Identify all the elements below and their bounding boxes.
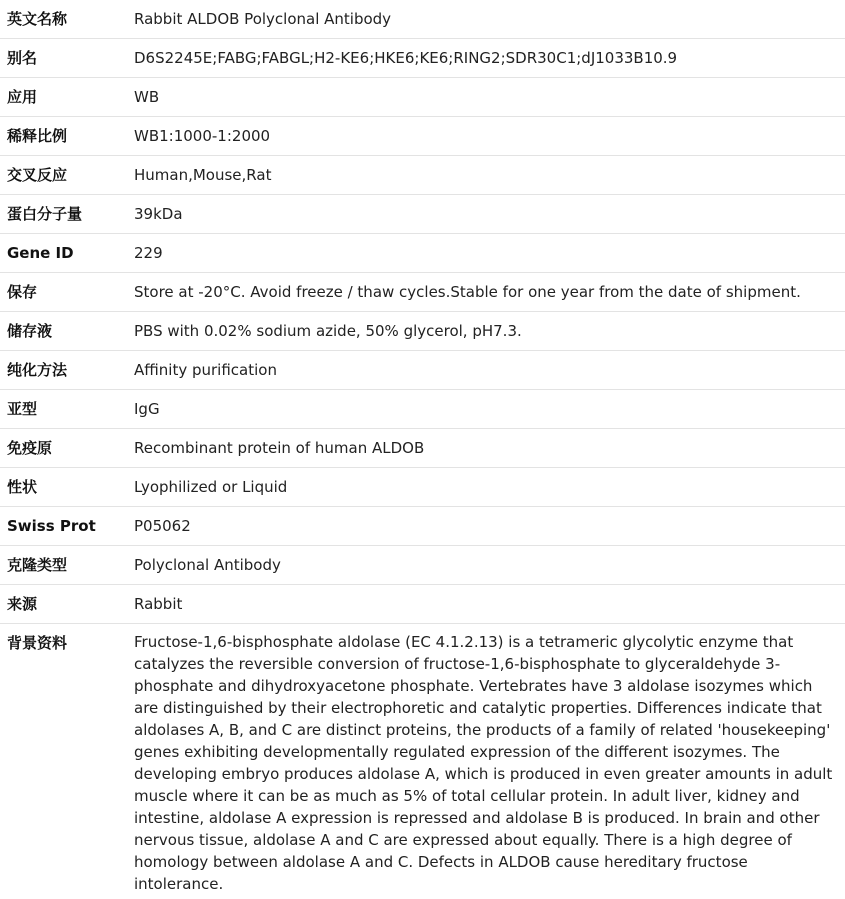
row-label: 保存 [0, 273, 127, 312]
row-value: D6S2245E;FABG;FABGL;H2-KE6;HKE6;KE6;RING2;SDR30C1;dJ1033B10.9 [127, 39, 845, 78]
row-value: WB [127, 78, 845, 117]
row-label: 克隆类型 [0, 546, 127, 585]
row-value: P05062 [127, 507, 845, 546]
row-label: 蛋白分子量 [0, 195, 127, 234]
row-label: 英文名称 [0, 0, 127, 39]
row-storage-buffer [0, 312, 845, 351]
row-value: 229 [127, 234, 845, 273]
row-host [0, 585, 845, 624]
row-gene-id [0, 234, 845, 273]
row-value: Rabbit [127, 585, 845, 624]
row-label: 免疫原 [0, 429, 127, 468]
row-purification [0, 351, 845, 390]
row-isotype [0, 390, 845, 429]
row-cross-reactivity [0, 156, 845, 195]
row-label: 背景资料 [0, 624, 127, 899]
row-dilution [0, 117, 845, 156]
row-value: Rabbit ALDOB Polyclonal Antibody [127, 0, 845, 39]
row-label: 稀释比例 [0, 117, 127, 156]
row-aliases [0, 39, 845, 78]
row-molecular-weight [0, 195, 845, 234]
row-label: 来源 [0, 585, 127, 624]
row-application [0, 78, 845, 117]
row-label: 应用 [0, 78, 127, 117]
row-value: IgG [127, 390, 845, 429]
row-value: Recombinant protein of human ALDOB [127, 429, 845, 468]
row-english-name [0, 0, 845, 39]
row-label: Swiss Prot [0, 507, 127, 546]
row-value: 39kDa [127, 195, 845, 234]
row-immunogen [0, 429, 845, 468]
row-label: 纯化方法 [0, 351, 127, 390]
row-background [0, 624, 845, 899]
row-value: Fructose-1,6-bisphosphate aldolase (EC 4.1.2.13) is a tetrameric glycolytic enzyme that catalyzes the reversible conversion of fructose-1,6-bisphosphate to glyceraldehyde 3-phosphate and dihydroxyacetone phosphate. Vertebrates have 3 aldolase isozymes which are distinguished by their electrophoretic and catalytic properties. Differences indicate that aldolases A, B, and C are distinct proteins, the products of a family of related 'housekeeping' genes exhibiting developmentally regulated expression of the different isozymes. The developing embryo produces aldolase A, which is produced in even greater amounts in adult muscle where it can be as much as 5% of total cellular protein. In adult liver, kidney and intestine, aldolase A expression is repressed and aldolase B is produced. In brain and other nervous tissue, aldolase A and C are expressed about equally. There is a high degree of homology between aldolase A and C. Defects in ALDOB cause hereditary fructose intolerance. [127, 624, 845, 899]
row-label: 储存液 [0, 312, 127, 351]
row-swiss-prot [0, 507, 845, 546]
row-value: PBS with 0.02% sodium azide, 50% glycerol, pH7.3. [127, 312, 845, 351]
row-clonality [0, 546, 845, 585]
row-value: Polyclonal Antibody [127, 546, 845, 585]
row-label: 别名 [0, 39, 127, 78]
row-storage [0, 273, 845, 312]
row-label: Gene ID [0, 234, 127, 273]
row-value: Affinity purification [127, 351, 845, 390]
row-label: 交叉反应 [0, 156, 127, 195]
row-form [0, 468, 845, 507]
row-value: WB1:1000-1:2000 [127, 117, 845, 156]
row-value: Human,Mouse,Rat [127, 156, 845, 195]
row-value: Store at -20°C. Avoid freeze / thaw cycles.Stable for one year from the date of shipment. [127, 273, 845, 312]
row-label: 性状 [0, 468, 127, 507]
row-label: 亚型 [0, 390, 127, 429]
row-value: Lyophilized or Liquid [127, 468, 845, 507]
